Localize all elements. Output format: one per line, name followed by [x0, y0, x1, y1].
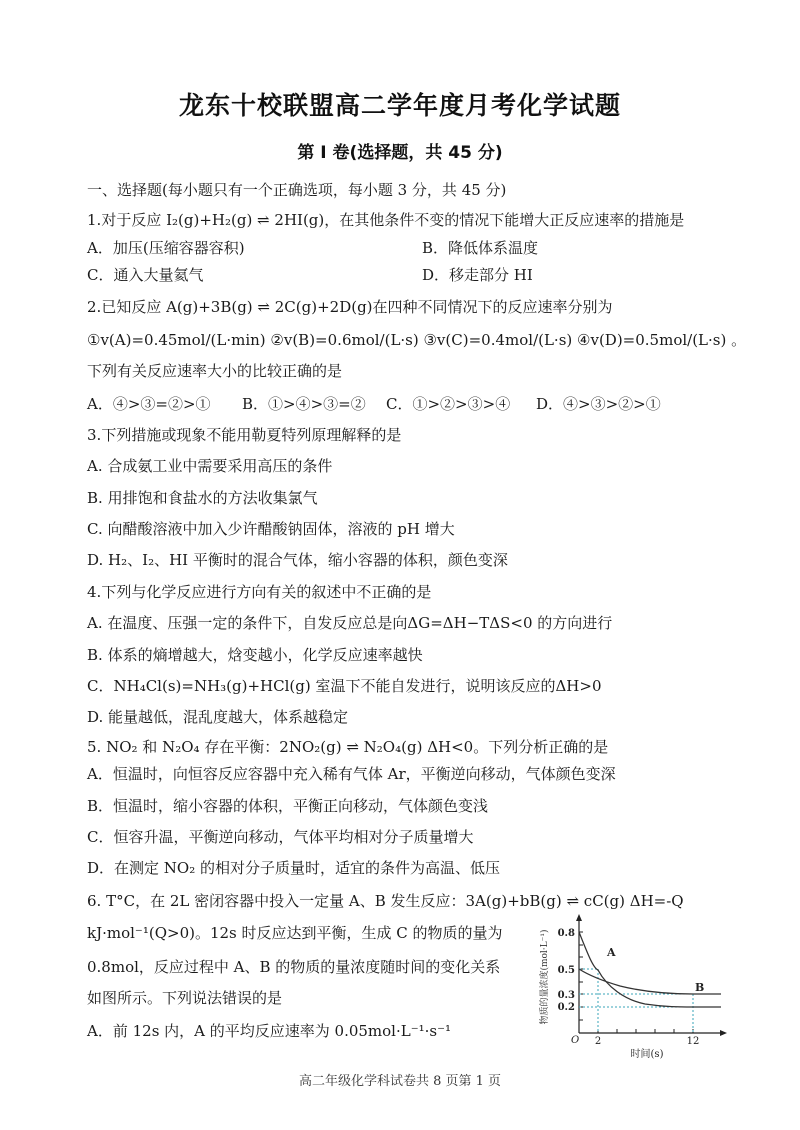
option-label: D． — [422, 266, 450, 284]
question-6-stem-3: 0.8mol，反应过程中 A、B 的物质的量浓度随时间的变化关系 — [87, 958, 501, 976]
q6-option-a[interactable] — [87, 1021, 451, 1041]
question-number: 4. — [87, 583, 102, 601]
q3-option-d[interactable] — [87, 550, 508, 570]
option-text: 加压(压缩容器容积) — [112, 239, 245, 257]
option-label: B． — [422, 239, 449, 257]
question-2-stem — [87, 297, 613, 317]
page-title: 龙东十校联盟高二学年度月考化学试题 — [178, 91, 621, 120]
option-label: A． — [87, 395, 113, 413]
question-text: 下列与化学反应进行方向有关的叙述中不正确的是 — [101, 583, 432, 601]
concentration-time-chart — [535, 912, 750, 1062]
series-label-a: A — [607, 946, 616, 959]
option-label: B. — [87, 646, 103, 664]
question-text: 已知反应 A(g)+3B(g) ⇌ 2C(g)+2D(g)在四种不同情况下的反应速率分别为 — [101, 298, 613, 316]
q2-option-c[interactable] — [386, 394, 510, 414]
option-label: B． — [242, 395, 269, 413]
option-label: A． — [87, 765, 113, 783]
q1-option-c[interactable] — [87, 265, 204, 285]
question-number: 5. — [87, 738, 102, 756]
option-label: A. — [87, 457, 103, 475]
y-tick-0-2: 0.2 — [557, 1002, 575, 1013]
q1-option-d[interactable] — [422, 265, 533, 285]
question-6-stem-4: 如图所示。下列说法错误的是 — [87, 989, 283, 1007]
x-axis-arrow-icon — [720, 1030, 727, 1036]
question-3-stem — [87, 425, 401, 445]
option-text: 合成氨工业中需要采用高压的条件 — [107, 457, 333, 475]
option-label: B. — [87, 489, 103, 507]
q2-option-a[interactable] — [87, 394, 211, 414]
q4-option-a[interactable] — [87, 613, 612, 633]
question-6-stem-2: kJ·mol⁻¹(Q>0)。12s 时反应达到平衡，生成 C 的物质的量为 — [87, 924, 503, 942]
question-text: 下列措施或现象不能用勒夏特列原理解释的是 — [101, 426, 402, 444]
option-text: ④>③=②>① — [112, 395, 211, 413]
q5-option-b[interactable] — [87, 796, 488, 816]
option-text: 移走部分 HI — [449, 266, 533, 284]
origin-label: O — [571, 1035, 580, 1046]
y-tick-0-8: 0.8 — [557, 928, 575, 939]
option-label: A． — [87, 239, 113, 257]
option-text: 前 12s 内，A 的平均反应速率为 0.05mol·L⁻¹·s⁻¹ — [112, 1022, 452, 1040]
option-text: NH₄Cl(s)=NH₃(g)+HCl(g) 室温下不能自发进行，说明该反应的ΔH>0 — [113, 677, 602, 695]
option-label: C. — [87, 520, 103, 538]
question-2-rates: ①v(A)=0.45mol/(L·min) ②v(B)=0.6mol/(L·s) ③v(C)=0.4mol/(L·s) ④v(D)=0.5mol/(L·s) 。 — [87, 331, 747, 349]
question-number: 6. — [87, 892, 102, 910]
q4-option-c[interactable] — [87, 676, 602, 696]
option-text: H₂、I₂、HI 平衡时的混合气体，缩小容器的体积，颜色变深 — [108, 551, 508, 569]
section-title: 第 I 卷(选择题，共 45 分) — [297, 143, 503, 163]
q2-option-d[interactable] — [536, 394, 661, 414]
option-text: 降低体系温度 — [448, 239, 539, 257]
y-tick-0-5: 0.5 — [557, 965, 575, 976]
option-text: 能量越低，混乱度越大，体系越稳定 — [108, 708, 349, 726]
q1-option-b[interactable] — [422, 238, 538, 258]
q3-option-b[interactable] — [87, 488, 318, 508]
option-label: C． — [87, 266, 114, 284]
q5-option-a[interactable] — [87, 764, 616, 784]
q3-option-c[interactable] — [87, 519, 455, 539]
question-text: 对于反应 I₂(g)+H₂(g) ⇌ 2HI(g)，在其他条件不变的情况下能增大正反应速率的措施是 — [101, 211, 685, 229]
x-tick-12: 12 — [686, 1036, 700, 1047]
y-axis-arrow-icon — [576, 914, 582, 921]
q3-option-a[interactable] — [87, 456, 332, 476]
question-4-stem — [87, 582, 431, 602]
option-text: 在温度、压强一定的条件下，自发反应总是向ΔG=ΔH−TΔS<0 的方向进行 — [107, 614, 613, 632]
question-text: NO₂ 和 N₂O₄ 存在平衡：2NO₂(g) ⇌ N₂O₄(g) ΔH<0。下列分析正确的是 — [106, 738, 609, 756]
option-text: 在测定 NO₂ 的相对分子质量时，适宜的条件为高温、低压 — [114, 859, 501, 877]
option-label: D. — [87, 551, 104, 569]
x-axis-label: 时间(s) — [630, 1049, 664, 1060]
q4-option-d[interactable] — [87, 707, 348, 727]
option-label: C． — [87, 677, 114, 695]
option-text: ①>②>③>④ — [412, 395, 511, 413]
option-text: 恒容升温，平衡逆向移动，气体平均相对分子质量增大 — [113, 828, 474, 846]
question-text: T°C，在 2L 密闭容器中投入一定量 A、B 发生反应：3A(g)+bB(g) ⇌ cC(g) ΔH=-Q — [106, 892, 684, 910]
question-number: 2. — [87, 298, 102, 316]
y-axis-label: 物质的量浓度(mol·L⁻¹) — [540, 929, 550, 1025]
option-label: C． — [386, 395, 413, 413]
page-footer: 高二年级化学科试卷共 8 页第 1 页 — [298, 1074, 502, 1089]
option-label: B． — [87, 797, 114, 815]
option-text: 恒温时，向恒容反应容器中充入稀有气体 Ar，平衡逆向移动，气体颜色变深 — [112, 765, 616, 783]
question-2-prompt: 下列有关反应速率大小的比较正确的是 — [87, 362, 343, 380]
option-label: C． — [87, 828, 114, 846]
q1-option-a[interactable] — [87, 238, 245, 258]
question-6-stem — [87, 891, 684, 911]
option-label: D． — [87, 859, 115, 877]
question-number: 1. — [87, 211, 102, 229]
option-label: D. — [87, 708, 104, 726]
option-text: 通入大量氦气 — [113, 266, 204, 284]
question-1-stem — [87, 210, 684, 230]
option-text: 向醋酸溶液中加入少许醋酸钠固体，溶液的 pH 增大 — [107, 520, 455, 538]
series-label-b: B — [695, 981, 705, 994]
option-label: A． — [87, 1022, 113, 1040]
option-text: 恒温时，缩小容器的体积，平衡正向移动，气体颜色变浅 — [113, 797, 489, 815]
q4-option-b[interactable] — [87, 645, 423, 665]
question-5-stem — [87, 737, 608, 757]
q2-option-b[interactable] — [242, 394, 366, 414]
chart-svg — [535, 912, 750, 1062]
q5-option-d[interactable] — [87, 858, 500, 878]
option-text: ④>③>②>① — [563, 395, 661, 413]
option-text: ①>④>③=② — [268, 395, 366, 413]
y-tick-0-3: 0.3 — [557, 990, 575, 1001]
option-label: D． — [536, 395, 564, 413]
curve-a — [579, 932, 721, 1007]
x-tick-2: 2 — [594, 1036, 602, 1047]
option-text: 用排饱和食盐水的方法收集氯气 — [107, 489, 318, 507]
section-instructions: 一、选择题(每小题只有一个正确选项，每小题 3 分，共 45 分) — [87, 181, 507, 199]
option-label: A. — [87, 614, 103, 632]
q5-option-c[interactable] — [87, 827, 474, 847]
question-number: 3. — [87, 426, 102, 444]
option-text: 体系的熵增越大，焓变越小，化学反应速率越快 — [107, 646, 423, 664]
